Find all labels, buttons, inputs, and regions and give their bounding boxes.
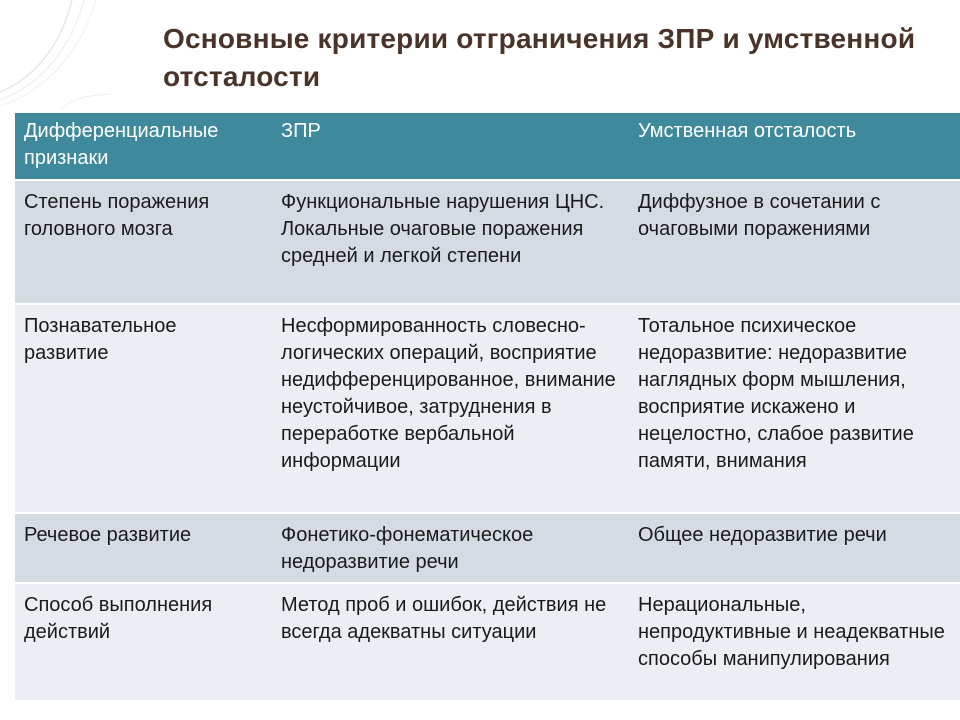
- header-zpr: ЗПР: [272, 113, 629, 180]
- retardation-cell: Тотальное психическое недоразвитие: недоразвитие наглядных форм мышления, восприятие искажено и нецелостно, слабое развитие памяти, внимания: [629, 304, 960, 513]
- table-row: [15, 513, 960, 583]
- table-row: [15, 304, 960, 513]
- corner-decoration: [0, 0, 110, 110]
- zpr-cell: Функциональные нарушения ЦНС. Локальные очаговые поражения средней и легкой степени: [272, 180, 629, 304]
- row-label: Познавательное развитие: [15, 304, 272, 513]
- criteria-table: [15, 113, 960, 702]
- zpr-cell: Несформированность словесно-логических операций, восприятие недифференцированное, внимание неустойчивое, затруднения в переработке вербальной информации: [272, 304, 629, 513]
- slide-title: Основные критерии отграничения ЗПР и умственной отсталости: [163, 23, 916, 92]
- table-row: [15, 180, 960, 304]
- retardation-cell: Общее недоразвитие речи: [629, 513, 960, 583]
- retardation-cell: Диффузное в сочетании с очаговыми поражениями: [629, 180, 960, 304]
- row-label: Степень поражения головного мозга: [15, 180, 272, 304]
- zpr-cell: Фонетико-фонематическое недоразвитие речи: [272, 513, 629, 583]
- table-header-row: [15, 113, 960, 180]
- row-label: Речевое развитие: [15, 513, 272, 583]
- header-differential-signs: Дифференциальные признаки: [15, 113, 272, 180]
- retardation-cell: Нерациональные, непродуктивные и неадекватные способы манипулирования: [629, 583, 960, 701]
- table-row: [15, 583, 960, 701]
- header-mental-retardation: Умственная отсталость: [629, 113, 960, 180]
- row-label: Способ выполнения действий: [15, 583, 272, 701]
- zpr-cell: Метод проб и ошибок, действия не всегда адекватны ситуации: [272, 583, 629, 701]
